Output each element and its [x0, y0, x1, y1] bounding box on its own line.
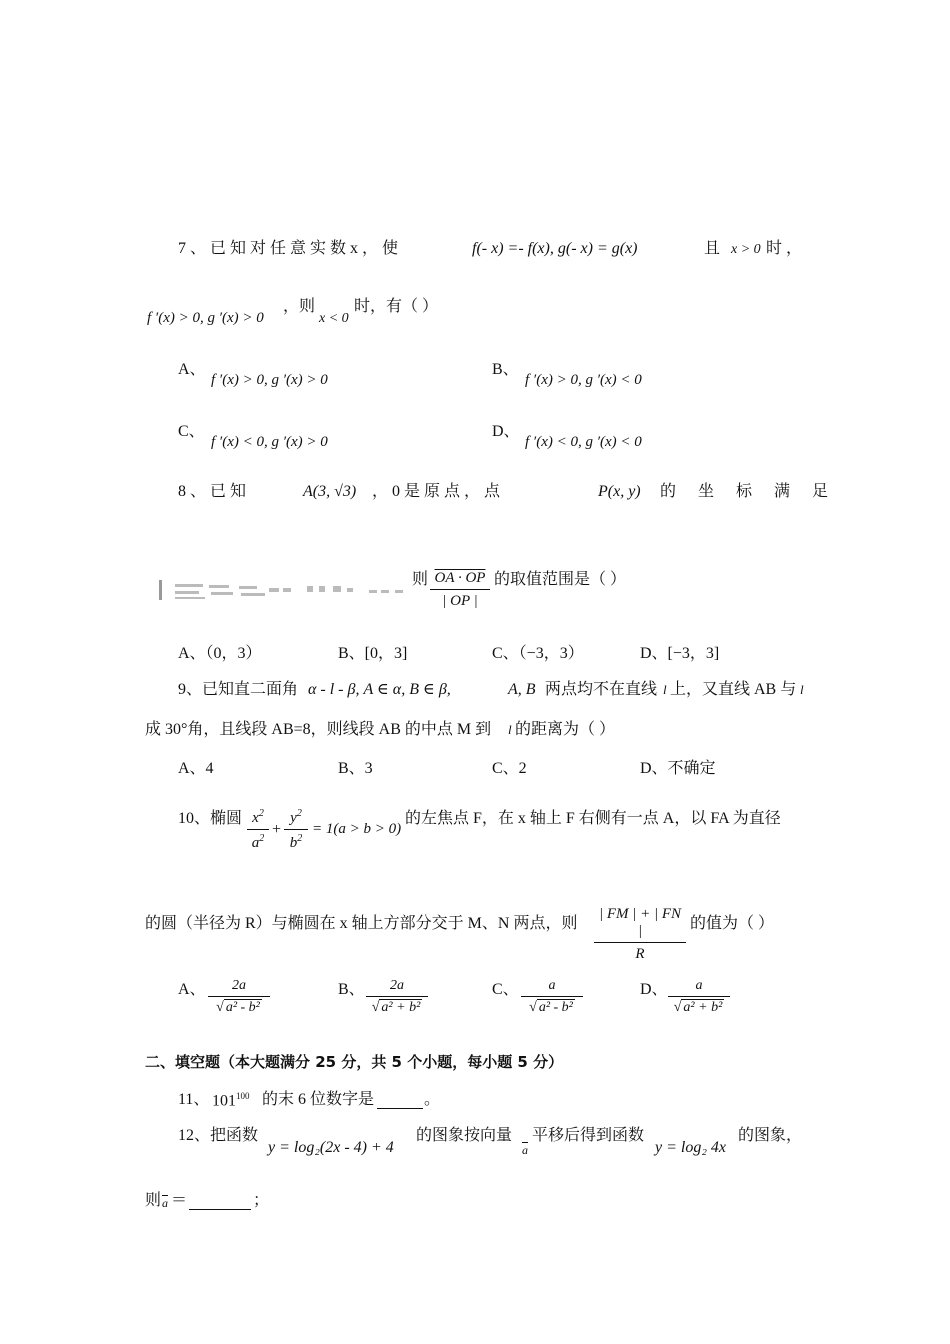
- q9-ab: A, B: [508, 681, 536, 698]
- q7-option-c-formula: f ′(x) < 0, g ′(x) > 0: [211, 434, 328, 450]
- q9-line2-b: 的距离为（ ）: [515, 721, 616, 738]
- q10-option-b-label: B、: [338, 981, 365, 998]
- q10-option-d-label: D、: [640, 981, 668, 998]
- q8-then: 则: [412, 571, 429, 588]
- q7-option-b-label: B、: [492, 361, 519, 378]
- q9-l3: l: [508, 722, 512, 737]
- q10-option-c-label: C、: [492, 981, 519, 998]
- q8-constraint-image: [157, 576, 409, 602]
- q7-stem-formula: f(- x) =- f(x), g(- x) = g(x): [472, 240, 638, 257]
- q8-fraction: [430, 570, 490, 610]
- q10-option-a-frac: 2a √ a² - b²: [208, 978, 270, 1016]
- q10-fraction-numerator: | FM | + | FN |: [598, 906, 682, 939]
- q11-exp: 100: [236, 1091, 250, 1101]
- q7-option-d-formula: f ′(x) < 0, g ′(x) < 0: [525, 434, 642, 450]
- q9-formula: α - l - β, A ∈ α, B ∈ β,: [308, 681, 451, 698]
- q7-option-c-label: C、: [178, 423, 205, 440]
- q8-stem-rest: 的 坐 标 满 足: [660, 483, 829, 500]
- q8-range-text: 的取值范围是（ ）: [494, 571, 627, 588]
- q11-base: 101: [212, 1092, 236, 1110]
- q9-mid2: 上，又直线 AB 与: [670, 681, 797, 698]
- q12-blank: [189, 1193, 251, 1214]
- q7-stem-when: 时 ，: [766, 240, 803, 257]
- q7-option-a-formula: f ′(x) > 0, g ′(x) > 0: [211, 372, 328, 388]
- q10-line2: 的圆（半径为 R）与椭圆在 x 轴上方部分交于 M、N 两点，则: [145, 915, 578, 932]
- q12-mid2: 平移后得到函数: [532, 1127, 645, 1144]
- q10-option-b-frac: 2a √ a² + b²: [366, 978, 428, 1016]
- q9-mid: 两点均不在直线: [545, 681, 658, 698]
- q10-fraction: [594, 906, 686, 963]
- q8-option-b: B、[0，3]: [338, 645, 408, 662]
- q12-end: 的图象，: [738, 1127, 803, 1144]
- q7-stem-prefix: 7 、 已 知 对 任 意 实 数 x ， 使: [178, 240, 399, 257]
- q12-line2-vec: $\overline{a}$: [162, 1196, 168, 1210]
- q12-mid: 的图象按向量: [416, 1127, 513, 1144]
- q10-option-c-frac: a √ a² - b²: [521, 978, 583, 1016]
- q10-rest: 的左焦点 F，在 x 轴上 F 右侧有一点 A，以 FA 为直径: [405, 810, 781, 827]
- q12-formula1: y = log₂(2x - 4) + 4: [268, 1139, 394, 1156]
- q8-stem-prefix: 8 、 已 知: [178, 483, 247, 500]
- q9-line2-a: 成 30°角，且线段 AB=8，则线段 AB 的中点 M 到: [145, 721, 492, 738]
- q9-option-a: A、4: [178, 760, 214, 777]
- q9-l1: l: [663, 682, 667, 697]
- q10-prefix: 10、椭圆: [178, 810, 243, 827]
- q11-blank: [377, 1092, 423, 1113]
- q7-option-d-label: D、: [492, 423, 520, 440]
- q8-option-c: C、（−3，3）: [492, 645, 584, 662]
- q8-point-a: A(3, √3): [303, 483, 357, 500]
- q10-eq-rest: = 1(a > b > 0): [312, 821, 402, 837]
- q8-option-a: A、（0，3）: [178, 645, 262, 662]
- q7-line2-cond: x < 0: [319, 311, 349, 326]
- q9-option-c: C、2: [492, 760, 527, 777]
- q10-frac-x: $x^2$ $a^2$: [247, 808, 269, 852]
- q7-stem-and: 且: [704, 240, 721, 257]
- q7-option-a-label: A、: [178, 361, 206, 378]
- q7-line2-rest: 时，有（ ）: [354, 298, 439, 315]
- q11-rest: 的末 6 位数字是: [262, 1091, 375, 1108]
- q9-prefix: 9、已知直二面角: [178, 681, 299, 698]
- q7-line2-then: ，则: [283, 298, 316, 315]
- q8-fraction-numerator: OA · OP: [434, 570, 486, 586]
- q10-fraction-denominator: R: [635, 946, 645, 962]
- q8-point-p: P(x, y): [598, 483, 641, 500]
- q10-option-a-label: A、: [178, 981, 206, 998]
- section2-title: 二、填空题（本大题满分 25 分，共 5 个小题，每小题 5 分）: [145, 1053, 564, 1071]
- q12-line2-prefix: 则: [145, 1192, 162, 1209]
- q8-option-d: D、[−3，3]: [640, 645, 720, 662]
- q10-option-d-frac: a √ a² + b²: [668, 978, 730, 1016]
- q12-formula2: y = log₂ 4x: [655, 1139, 727, 1156]
- q12-line2-eq: ＝: [171, 1192, 188, 1209]
- q9-option-b: B、3: [338, 760, 373, 777]
- q11-prefix: 11、: [178, 1091, 210, 1108]
- q11-end: 。: [424, 1091, 441, 1108]
- q10-frac-y: $y^2$ $b^2$: [284, 808, 308, 852]
- q12-prefix: 12、把函数: [178, 1127, 259, 1144]
- q7-stem-cond: x > 0: [731, 242, 761, 257]
- q12-line2-end: ；: [253, 1192, 270, 1209]
- q8-stem-mid: ， 0 是 原 点 ， 点: [372, 483, 501, 500]
- q8-fraction-denominator: | OP |: [442, 593, 478, 609]
- q11-power: [212, 1092, 250, 1109]
- q10-line2-rest: 的值为（ ）: [690, 915, 775, 932]
- q12-vec: $\overline{a}$: [522, 1143, 528, 1157]
- q9-option-d: D、不确定: [640, 760, 716, 777]
- q7-line2-formula: f ′(x) > 0, g ′(x) > 0: [147, 310, 264, 326]
- q9-l2: l: [800, 682, 804, 697]
- q7-option-b-formula: f ′(x) > 0, g ′(x) < 0: [525, 372, 642, 388]
- q10-plus: +: [272, 821, 282, 838]
